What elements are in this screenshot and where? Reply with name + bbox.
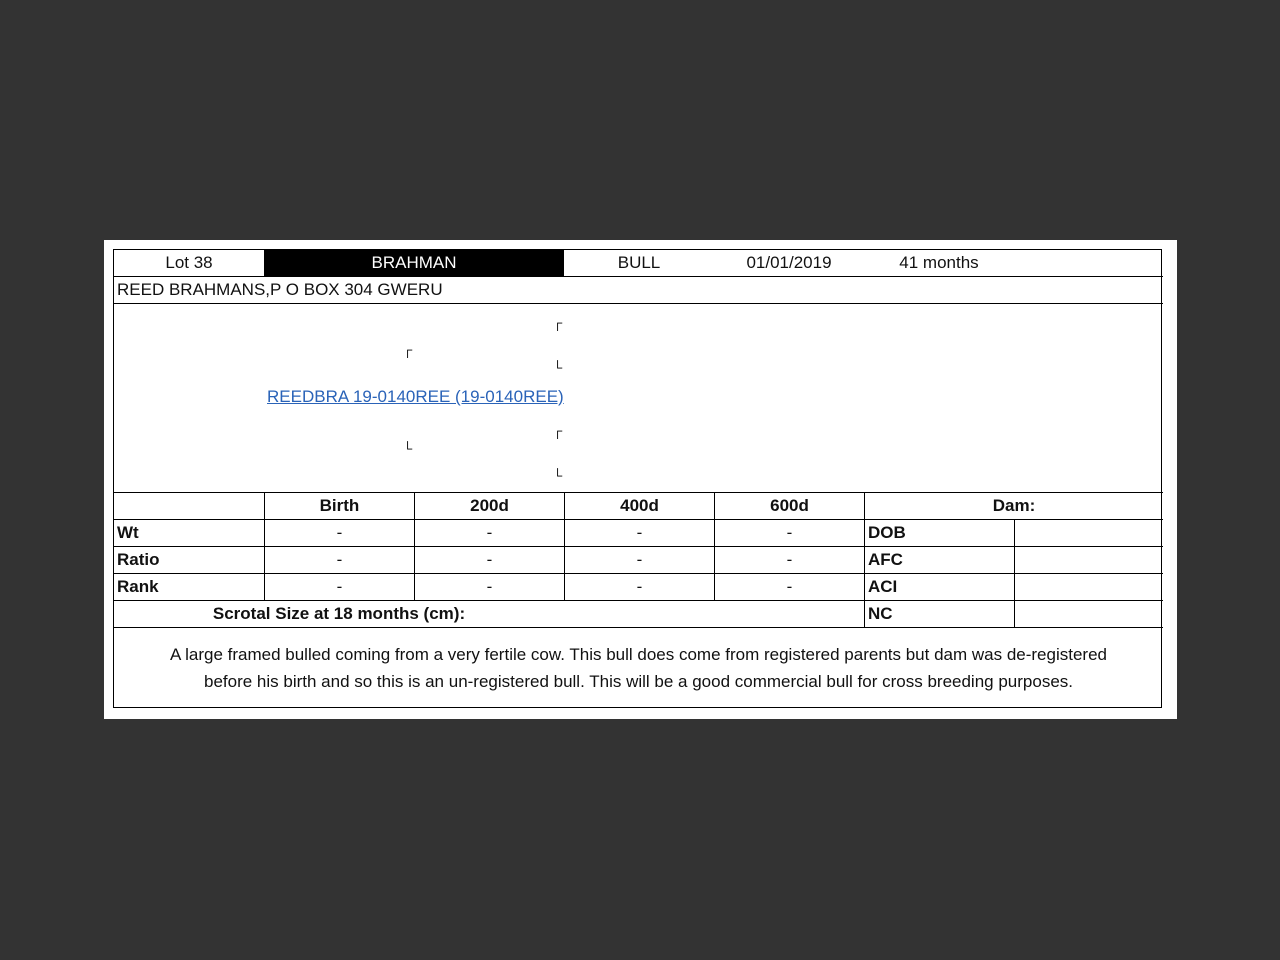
breed-label: BRAHMAN [264,250,564,276]
ratio-birth-value: - [264,547,414,573]
rank-200d-value: - [414,574,564,600]
row-label-ratio: Ratio [117,550,160,569]
lot-header-row [114,250,1163,277]
table-row-ratio [114,547,1163,574]
row-label-rank: Rank [117,577,159,596]
wt-400d-value: - [564,520,714,546]
rank-600d-value: - [714,574,864,600]
pedigree-animal-link[interactable]: REEDBRA 19-0140REE (19-0140REE) [267,387,564,406]
lot-card [113,249,1162,708]
column-header-600d: 600d [714,493,864,519]
pedigree-bracket-bottom: └ [403,441,413,456]
ratio-600d-value: - [714,547,864,573]
pedigree-section [114,304,1163,493]
table-row-wt [114,520,1163,547]
performance-header-row [114,493,1163,520]
scrotal-size-label: Scrotal Size at 18 months (cm): [212,604,466,623]
scrotal-size-value [564,601,864,627]
wt-birth-value: - [264,520,414,546]
owner-address: REED BRAHMANS,P O BOX 304 GWERU [117,280,443,299]
dam-aci-label: ACI [864,574,1014,600]
wt-200d-value: - [414,520,564,546]
pedigree-bracket-top: ┌ [553,423,563,438]
scrotal-row [114,601,1163,628]
dam-afc-label: AFC [864,547,1014,573]
wt-600d-value: - [714,520,864,546]
dam-afc-value [1014,547,1163,573]
table-row-rank [114,574,1163,601]
dam-dob-value [1014,520,1163,546]
column-header-birth: Birth [264,493,414,519]
sex-label: BULL [617,253,661,272]
dam-aci-value [1014,574,1163,600]
dam-nc-value [1014,601,1163,627]
column-header-200d: 200d [414,493,564,519]
dam-header: Dam: [864,493,1163,519]
document-page [104,240,1177,719]
pedigree-bracket-top: ┌ [403,342,413,357]
blank-header-cell [114,493,264,519]
age-label: 41 months [899,253,979,272]
rank-birth-value: - [264,574,414,600]
ratio-400d-value: - [564,547,714,573]
rank-400d-value: - [564,574,714,600]
dam-dob-label: DOB [864,520,1014,546]
comment-text: A large framed bulled coming from a very fertile cow. This bull does come from registered parents but dam was de-registered before his birth and so this is an un-registered bull. This will be a good commercial bull for cross breeding purposes. [169,645,1107,691]
dam-nc-label: NC [864,601,1014,627]
owner-row [114,277,1163,304]
date-of-birth: 01/01/2019 [746,253,832,272]
pedigree-bracket-bottom: └ [553,360,563,375]
pedigree-bracket-bottom: └ [553,468,563,483]
row-label-wt: Wt [117,523,139,542]
ratio-200d-value: - [414,547,564,573]
lot-number: Lot 38 [165,253,213,272]
pedigree-bracket-top: ┌ [553,315,563,330]
column-header-400d: 400d [564,493,714,519]
